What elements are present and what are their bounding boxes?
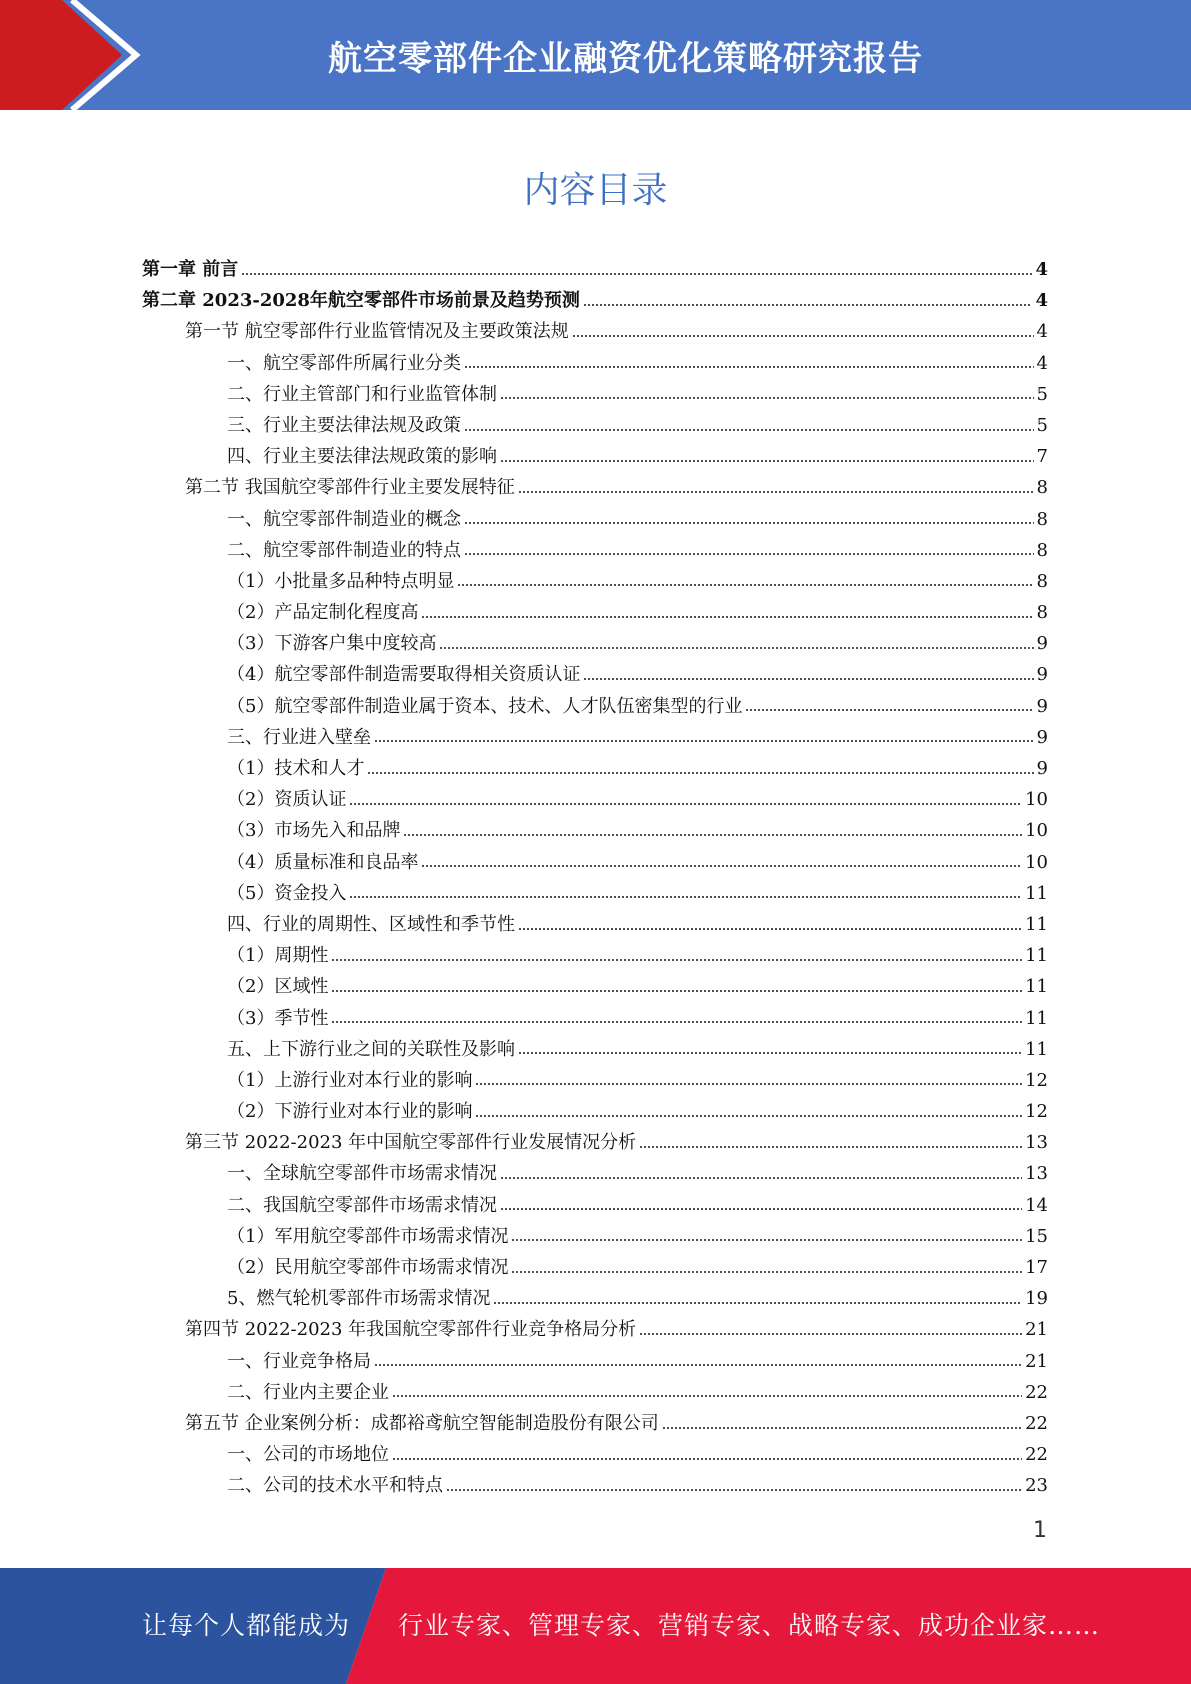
- toc-entry-label: 一、行业竞争格局: [227, 1350, 371, 1372]
- toc-entry[interactable]: [142, 1034, 1048, 1065]
- toc-entry[interactable]: [142, 535, 1048, 566]
- toc-entry-label: 二、航空零部件制造业的特点: [227, 539, 461, 561]
- toc-entry[interactable]: [142, 1003, 1048, 1034]
- toc-entry-page: 10: [1025, 820, 1048, 842]
- toc-entry-page: 22: [1025, 1412, 1048, 1434]
- toc-entry-label: （2）下游行业对本行业的影响: [227, 1101, 473, 1123]
- toc-entry-page: 5: [1036, 383, 1048, 405]
- toc-entry[interactable]: [142, 566, 1048, 597]
- dot-leader: [518, 927, 1022, 931]
- dot-leader: [439, 646, 1033, 650]
- dot-leader: [331, 958, 1022, 962]
- toc-entry-label: 二、行业主管部门和行业监管体制: [227, 383, 497, 405]
- toc-heading: 内容目录: [523, 170, 668, 211]
- footer-banner: [0, 1568, 1191, 1684]
- toc-entry-page: 8: [1036, 602, 1048, 624]
- toc-entry-page: 11: [1025, 882, 1048, 904]
- toc-entry[interactable]: [142, 847, 1048, 878]
- dot-leader: [500, 459, 1034, 463]
- toc-entry[interactable]: [142, 1439, 1048, 1470]
- toc-entry-page: 12: [1025, 1069, 1048, 1091]
- toc-entry-label: 第四节 2022-2023 年我国航空零部件行业竞争格局分析: [185, 1319, 637, 1341]
- toc-entry-page: 8: [1036, 539, 1048, 561]
- dot-leader: [493, 1301, 1022, 1305]
- toc-entry-label: 一、航空零部件制造业的概念: [227, 508, 461, 530]
- toc-entry-label: （3）季节性: [227, 1007, 329, 1029]
- toc-entry-label: 五、上下游行业之间的关联性及影响: [227, 1038, 515, 1060]
- toc-entry-page: 4: [1036, 352, 1048, 374]
- toc-entry-page: 5: [1036, 414, 1048, 436]
- toc-entry-page: 21: [1025, 1350, 1048, 1372]
- toc-entry[interactable]: [142, 722, 1048, 753]
- toc-entry[interactable]: [142, 1221, 1048, 1252]
- toc-entry-page: 4: [1035, 290, 1048, 312]
- toc-entry-label: （4）航空零部件制造需要取得相关资质认证: [227, 664, 581, 686]
- toc-entry-label: （1）上游行业对本行业的影响: [227, 1069, 473, 1091]
- toc-entry-label: 二、公司的技术水平和特点: [227, 1475, 443, 1497]
- dot-leader: [446, 1488, 1022, 1492]
- toc-entry[interactable]: [142, 410, 1048, 441]
- toc-entry-label: 四、行业的周期性、区域性和季节性: [227, 913, 515, 935]
- toc-entry[interactable]: [142, 691, 1048, 722]
- dot-leader: [241, 272, 1032, 276]
- toc-entry[interactable]: [142, 909, 1048, 940]
- toc-entry-label: （2）区域性: [227, 976, 329, 998]
- toc-entry[interactable]: [142, 940, 1048, 971]
- toc-entry-page: 22: [1025, 1381, 1048, 1403]
- toc-entry[interactable]: [142, 659, 1048, 690]
- toc-entry-label: （5）航空零部件制造业属于资本、技术、人才队伍密集型的行业: [227, 695, 743, 717]
- dot-leader: [583, 677, 1033, 681]
- toc-entry[interactable]: [142, 441, 1048, 472]
- toc-entry[interactable]: [142, 1346, 1048, 1377]
- table-of-contents: [142, 254, 1048, 1502]
- toc-entry-page: 8: [1036, 477, 1048, 499]
- toc-entry[interactable]: [142, 1252, 1048, 1283]
- toc-entry-page: 9: [1036, 726, 1048, 748]
- dot-leader: [374, 739, 1034, 743]
- toc-entry-label: （1）军用航空零部件市场需求情况: [227, 1225, 509, 1247]
- toc-entry-page: 9: [1036, 633, 1048, 655]
- toc-entry-label: 第二章 2023-2028年航空零部件市场前景及趋势预测: [142, 290, 580, 312]
- toc-entry-label: 5、燃气轮机零部件市场需求情况: [227, 1288, 491, 1310]
- toc-entry-page: 8: [1036, 570, 1048, 592]
- dot-leader: [475, 1114, 1022, 1118]
- dot-leader: [331, 989, 1022, 993]
- footer-slogan-right: 行业专家、管理专家、营销专家、战略专家、成功企业家……: [398, 1611, 1101, 1640]
- toc-entry-label: 一、公司的市场地位: [227, 1444, 389, 1466]
- toc-entry-page: 14: [1025, 1194, 1048, 1216]
- toc-entry-label: 二、行业内主要企业: [227, 1381, 389, 1403]
- toc-entry-label: （4）质量标准和良品率: [227, 851, 419, 873]
- dot-leader: [475, 1082, 1022, 1086]
- toc-entry-label: （3）市场先入和品牌: [227, 820, 401, 842]
- toc-entry-label: （2）资质认证: [227, 789, 347, 811]
- toc-entry[interactable]: [142, 1065, 1048, 1096]
- toc-entry-page: 10: [1025, 789, 1048, 811]
- dot-leader: [457, 583, 1033, 587]
- toc-entry-label: 一、航空零部件所属行业分类: [227, 352, 461, 374]
- toc-entry[interactable]: [142, 971, 1048, 1002]
- toc-entry[interactable]: [142, 1470, 1048, 1501]
- dot-leader: [662, 1426, 1022, 1430]
- toc-entry[interactable]: [142, 316, 1048, 347]
- toc-entry-page: 12: [1025, 1101, 1048, 1123]
- dot-leader: [464, 552, 1034, 556]
- dot-leader: [583, 303, 1033, 307]
- toc-entry-page: 11: [1025, 945, 1048, 967]
- dot-leader: [392, 1394, 1022, 1398]
- toc-entry[interactable]: [142, 504, 1048, 535]
- toc-entry-page: 23: [1025, 1475, 1048, 1497]
- toc-entry-label: 第一节 航空零部件行业监管情况及主要政策法规: [185, 321, 569, 343]
- toc-entry[interactable]: [142, 379, 1048, 410]
- dot-leader: [403, 833, 1022, 837]
- dot-leader: [464, 521, 1034, 525]
- toc-entry-page: 4: [1036, 321, 1048, 343]
- toc-entry-label: 四、行业主要法律法规政策的影响: [227, 446, 497, 468]
- toc-entry-page: 8: [1036, 508, 1048, 530]
- toc-entry-page: 19: [1025, 1288, 1048, 1310]
- toc-entry-page: 15: [1025, 1225, 1048, 1247]
- dot-leader: [518, 1051, 1022, 1055]
- toc-entry[interactable]: [142, 753, 1048, 784]
- toc-entry-page: 21: [1025, 1319, 1048, 1341]
- footer-slogan-left: 让每个人都能成为: [142, 1611, 351, 1640]
- toc-entry[interactable]: [142, 815, 1048, 846]
- dot-leader: [639, 1145, 1022, 1149]
- toc-entry-page: 9: [1036, 758, 1048, 779]
- toc-entry-label: 第二节 我国航空零部件行业主要发展特征: [185, 477, 515, 499]
- toc-entry[interactable]: [142, 1283, 1048, 1314]
- toc-entry[interactable]: [142, 472, 1048, 503]
- toc-entry-label: 第一章 前言: [142, 259, 239, 280]
- toc-entry[interactable]: [142, 1377, 1048, 1408]
- header-banner: [0, 0, 1191, 110]
- toc-entry-label: （1）小批量多品种特点明显: [227, 570, 455, 592]
- toc-entry[interactable]: [142, 1408, 1048, 1439]
- toc-entry-page: 13: [1025, 1132, 1048, 1154]
- toc-entry-label: （2）产品定制化程度高: [227, 602, 419, 624]
- toc-entry-page: 9: [1036, 664, 1048, 686]
- dot-leader: [511, 1238, 1022, 1242]
- toc-entry[interactable]: [142, 348, 1048, 379]
- dot-leader: [349, 802, 1022, 806]
- dot-leader: [500, 396, 1034, 400]
- dot-leader: [421, 615, 1033, 619]
- toc-entry-page: 11: [1025, 913, 1048, 935]
- toc-entry-label: 三、行业进入壁垒: [227, 726, 371, 748]
- dot-leader: [518, 490, 1034, 494]
- toc-entry-label: 第五节 企业案例分析：成都裕鸢航空智能制造股份有限公司: [185, 1412, 659, 1434]
- toc-entry-label: 一、全球航空零部件市场需求情况: [227, 1163, 497, 1185]
- dot-leader: [639, 1332, 1022, 1336]
- toc-entry[interactable]: [142, 878, 1048, 909]
- dot-leader: [500, 1176, 1022, 1180]
- toc-entry[interactable]: [142, 597, 1048, 628]
- toc-entry-page: 11: [1025, 976, 1048, 998]
- dot-leader: [745, 708, 1033, 712]
- dot-leader: [349, 895, 1022, 899]
- toc-entry[interactable]: [142, 784, 1048, 815]
- toc-entry[interactable]: [142, 1190, 1048, 1221]
- dot-leader: [500, 1207, 1022, 1211]
- toc-entry-label: （5）资金投入: [227, 882, 347, 904]
- toc-entry-page: 10: [1025, 851, 1048, 873]
- toc-entry[interactable]: [142, 628, 1048, 659]
- dot-leader: [367, 771, 1033, 775]
- dot-leader: [421, 864, 1022, 868]
- toc-entry-label: 三、行业主要法律法规及政策: [227, 414, 461, 436]
- toc-entry-page: 11: [1025, 1038, 1048, 1060]
- dot-leader: [374, 1363, 1022, 1367]
- toc-entry[interactable]: [142, 1314, 1048, 1345]
- toc-entry-page: 17: [1025, 1257, 1048, 1278]
- dot-leader: [464, 428, 1034, 432]
- toc-entry-label: （2）民用航空零部件市场需求情况: [227, 1257, 509, 1278]
- toc-entry[interactable]: [142, 254, 1048, 285]
- toc-entry-page: 13: [1025, 1163, 1048, 1185]
- chevron-arrow-icon: [0, 0, 160, 110]
- toc-entry-page: 22: [1025, 1444, 1048, 1466]
- toc-entry[interactable]: [142, 285, 1048, 316]
- dot-leader: [331, 1020, 1022, 1024]
- toc-entry[interactable]: [142, 1127, 1048, 1158]
- dot-leader: [392, 1457, 1022, 1461]
- toc-entry-label: 二、我国航空零部件市场需求情况: [227, 1194, 497, 1216]
- toc-entry-label: 第三节 2022-2023 年中国航空零部件行业发展情况分析: [185, 1132, 637, 1154]
- dot-leader: [572, 334, 1034, 338]
- page-number: 1: [1033, 1518, 1047, 1543]
- toc-entry[interactable]: [142, 1096, 1048, 1127]
- dot-leader: [464, 365, 1034, 369]
- toc-entry-page: 9: [1036, 695, 1048, 717]
- toc-entry-page: 11: [1025, 1007, 1048, 1029]
- toc-entry[interactable]: [142, 1158, 1048, 1189]
- report-title: 航空零部件企业融资优化策略研究报告: [328, 38, 923, 79]
- toc-entry-label: （1）技术和人才: [227, 758, 365, 779]
- toc-entry-page: 4: [1035, 259, 1048, 280]
- toc-entry-label: （3）下游客户集中度较高: [227, 633, 437, 655]
- toc-entry-label: （1）周期性: [227, 945, 329, 967]
- dot-leader: [511, 1270, 1022, 1274]
- toc-entry-page: 7: [1036, 446, 1048, 468]
